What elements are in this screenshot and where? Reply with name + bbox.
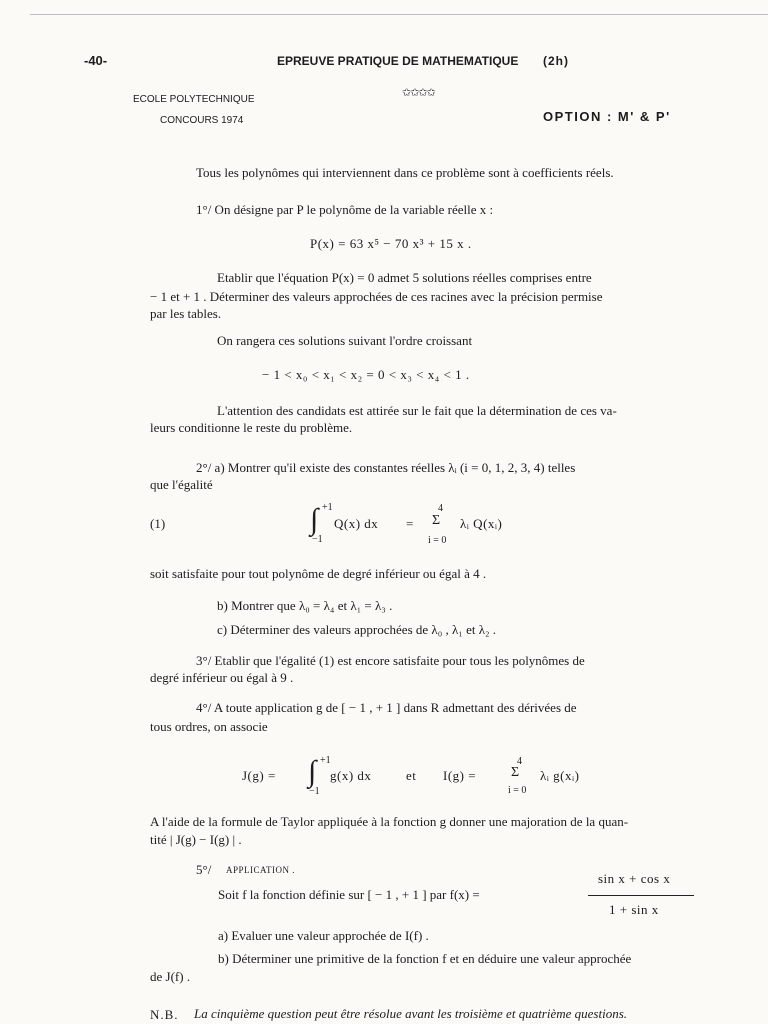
q5-part-b: b) Déterminer une primitive de la fonction f et en déduire une valeur approchée	[218, 951, 632, 966]
integral-lower-bound: −1	[312, 534, 323, 545]
fraction-denominator: 1 + sin x	[609, 902, 659, 917]
school-name: ECOLE POLYTECHNIQUE	[133, 94, 255, 105]
q5-label: 5°/	[196, 862, 212, 877]
q2-part-b: b) Montrer que λ₀ = λ₄ et λ₁ = λ₃ .	[217, 598, 393, 613]
sum-lower-bound: i = 0	[508, 785, 527, 796]
integral-upper-bound: +1	[322, 502, 333, 513]
intro-text: Tous les polynômes qui interviennent dans ce problème sont à coefficients réels.	[196, 165, 614, 180]
q4-taylor-line-cont: tité | J(g) − I(g) | .	[150, 832, 242, 847]
fraction-bar	[588, 895, 694, 896]
q4-statement: 4°/ A toute application g de [ − 1 , + 1 ] dans R admettant des dérivées de	[196, 700, 577, 715]
i-definition-lhs: I(g) =	[443, 768, 477, 783]
sum-sign: Σ	[511, 765, 520, 780]
integrand: g(x) dx	[330, 768, 372, 783]
equation-label: (1)	[150, 516, 166, 531]
note-text: La cinquième question peut être résolue avant les troisième et quatrième questions.	[194, 1006, 628, 1021]
option-label: OPTION : M' & P'	[543, 109, 671, 124]
q5-part-b-cont: de J(f) .	[150, 969, 191, 984]
sum-upper-bound: 4	[517, 756, 522, 767]
sum-term: λᵢ Q(xᵢ)	[460, 516, 503, 531]
q1-note-line: leurs conditionne le reste du problème.	[150, 420, 353, 435]
q1-paragraph-line: par les tables.	[150, 306, 222, 321]
q1-note-line: L'attention des candidats est attirée sur le fait que la détermination de ces va-	[217, 403, 617, 418]
sum-lower-bound: i = 0	[428, 535, 447, 546]
equals-sign: =	[406, 516, 414, 531]
q2-statement-cont: que l'égalité	[150, 477, 213, 492]
et-connector: et	[406, 768, 417, 783]
integral-sign: ∫	[310, 503, 319, 536]
note-label: N.B.	[150, 1007, 179, 1022]
q5-function-definition: Soit f la fonction définie sur [ − 1 , + 1 ] par f(x) =	[218, 887, 480, 902]
sum-sign: Σ	[432, 513, 441, 528]
top-rule	[30, 14, 768, 15]
exam-duration: (2h)	[543, 54, 569, 68]
q1-root-ordering: − 1 < x₀ < x₁ < x₂ = 0 < x₃ < x₄ < 1 .	[262, 367, 470, 382]
j-definition-lhs: J(g) =	[242, 768, 276, 783]
stars-ornament: ✩✩✩✩	[402, 87, 435, 99]
exam-title: EPREUVE PRATIQUE DE MATHEMATIQUE	[277, 54, 519, 68]
contest-year: CONCOURS 1974	[160, 115, 244, 126]
page-number: -40-	[84, 53, 108, 68]
q5-heading: APPLICATION .	[226, 865, 296, 875]
q2-condition: soit satisfaite pour tout polynôme de degré inférieur ou égal à 4 .	[150, 566, 487, 581]
integral-upper-bound: +1	[320, 755, 331, 766]
q2-statement: 2°/ a) Montrer qu'il existe des constantes réelles λᵢ (i = 0, 1, 2, 3, 4) telles	[196, 460, 576, 475]
q2-part-c: c) Déterminer des valeurs approchées de λ₀ , λ₁ et λ₂ .	[217, 622, 497, 637]
sum-upper-bound: 4	[438, 503, 443, 514]
fraction-numerator: sin x + cos x	[598, 871, 671, 886]
q1-polynomial-formula: P(x) = 63 x⁵ − 70 x³ + 15 x .	[310, 236, 472, 251]
q4-statement-cont: tous ordres, on associe	[150, 719, 268, 734]
integral-lower-bound: −1	[309, 786, 320, 797]
q1-statement: 1°/ On désigne par P le polynôme de la variable réelle x :	[196, 202, 494, 217]
sum-term: λᵢ g(xᵢ)	[540, 768, 580, 783]
q3-statement-cont: degré inférieur ou égal à 9 .	[150, 670, 294, 685]
q5-part-a: a) Evaluer une valeur approchée de I(f) .	[218, 928, 429, 943]
q1-ordering-intro: On rangera ces solutions suivant l'ordre croissant	[217, 333, 473, 348]
integral-sign: ∫	[308, 755, 317, 788]
q4-taylor-line: A l'aide de la formule de Taylor appliquée à la fonction g donner une majoration de la quan-	[150, 814, 629, 829]
q1-paragraph-line: Etablir que l'équation P(x) = 0 admet 5 solutions réelles comprises entre	[217, 270, 592, 285]
q1-paragraph-line: − 1 et + 1 . Déterminer des valeurs approchées de ces racines avec la précision permise	[150, 289, 603, 304]
integrand: Q(x) dx	[334, 516, 379, 531]
q3-statement: 3°/ Etablir que l'égalité (1) est encore satisfaite pour tous les polynômes de	[196, 653, 585, 668]
